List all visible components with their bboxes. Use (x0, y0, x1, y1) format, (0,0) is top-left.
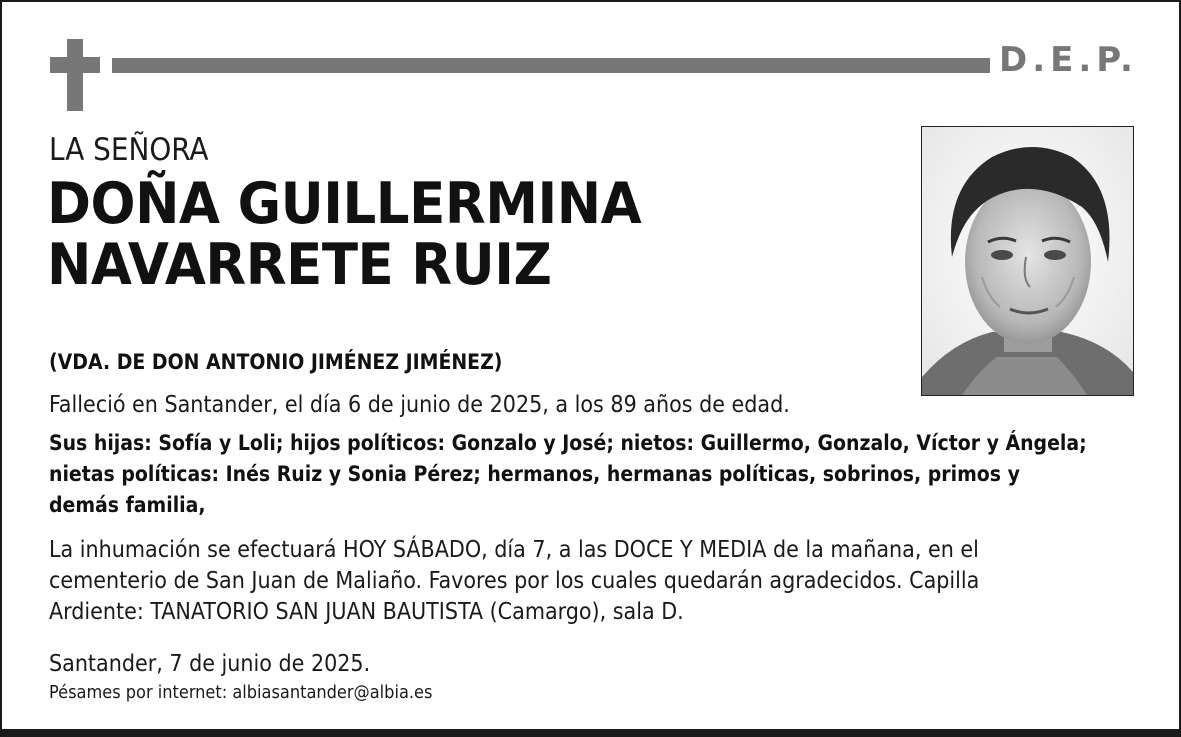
dep-abbreviation: D.E.P. (999, 40, 1138, 80)
place-date (49, 649, 1159, 679)
family-line: Sus hijas: Sofía y Loli; hijos políticos: Gonzalo y José; nietos: Guillermo, Gonzalo, Víctor y Ángela; (49, 431, 1087, 455)
place-date-text: Santander, 7 de junio de 2025. (49, 651, 371, 677)
condolences-text: Pésames por internet: albiasantander@albia.es (49, 682, 433, 703)
salutation: LA SEÑORA (49, 132, 209, 168)
burial-line: La inhumación se efectuará HOY SÁBADO, día 7, a las DOCE Y MEDIA de la mañana, en el (49, 537, 979, 563)
death-notice-text: Falleció en Santander, el día 6 de junio de 2025, a los 89 años de edad. (49, 392, 790, 418)
deceased-name-line: DOÑA GUILLERMINA (47, 171, 642, 237)
family-line: nietas políticas: Inés Ruiz y Sonia Pérez; hermanos, hermanas políticas, sobrinos, primos y (49, 462, 1020, 486)
latin-cross-icon (50, 39, 100, 111)
family-line: demás familia, (49, 493, 206, 517)
family-list (49, 428, 1159, 521)
deceased-name (47, 171, 642, 298)
deceased-name-line: NAVARRETE RUIZ (47, 232, 552, 298)
death-notice (49, 389, 1159, 421)
burial-details (49, 535, 1159, 628)
burial-line: cementerio de San Juan de Maliaño. Favores por los cuales quedarán agradecidos. Capilla (49, 568, 980, 594)
condolences-contact (49, 681, 1159, 705)
widow-of-line: (VDA. DE DON ANTONIO JIMÉNEZ JIMÉNEZ) (49, 350, 503, 374)
burial-line: Ardiente: TANATORIO SAN JUAN BAUTISTA (Camargo), sala D. (49, 599, 684, 625)
portrait-photo (921, 126, 1134, 396)
header-rule (112, 58, 990, 73)
